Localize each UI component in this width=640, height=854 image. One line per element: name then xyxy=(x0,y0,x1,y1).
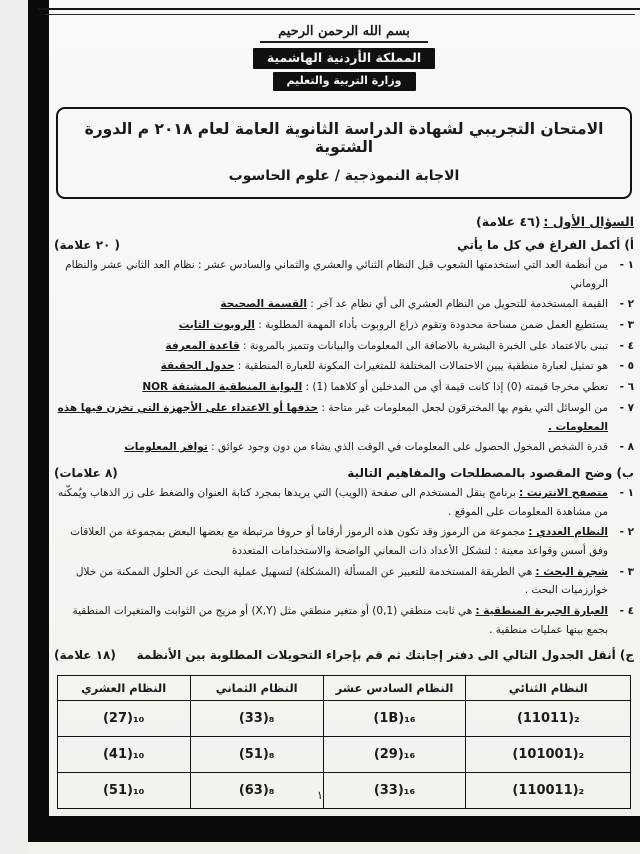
part-b-heading xyxy=(54,466,634,480)
page-frame-inner-line xyxy=(45,14,635,15)
item-number: ٢ - xyxy=(619,298,634,311)
item-number: ٦ - xyxy=(619,381,634,394)
fill-blank-item xyxy=(54,337,634,356)
part-b-items xyxy=(54,484,634,640)
table-header-row xyxy=(57,676,631,701)
definition-item xyxy=(54,484,634,521)
scan-margin-left xyxy=(0,0,28,854)
part-a-label: أ) أكمل الفراغ في كل ما يأتي xyxy=(457,238,634,252)
cell-decimal: (51)₁₀ xyxy=(57,773,190,809)
scan-edge-bottom xyxy=(28,816,640,842)
table-row xyxy=(57,737,631,773)
document-content xyxy=(54,16,634,809)
item-number: ٣ - xyxy=(619,319,634,332)
item-number: ٢ - xyxy=(619,526,634,539)
part-a-marks: ( ٢٠ علامة) xyxy=(54,238,121,252)
fill-blank-item xyxy=(54,438,634,457)
item-text xyxy=(54,484,608,521)
cell-decimal: (27)₁₀ xyxy=(57,701,190,737)
part-a-heading xyxy=(54,238,634,252)
part-b-label: ب) وضح المقصود بالمصطلحات والمفاهيم التالية xyxy=(347,465,634,480)
column-header-octal: النظام الثماني xyxy=(190,676,323,701)
definition-item xyxy=(54,523,634,560)
term: العبارة الجبرية المنطقية : xyxy=(475,605,608,617)
part-b-marks: (٨ علامات) xyxy=(54,465,118,480)
item-number: ٥ - xyxy=(619,360,634,373)
item-answer: البوابة المنطقية المشتقة NOR xyxy=(142,381,303,394)
cell-hexadecimal: (1B)₁₆ xyxy=(323,701,466,737)
item-body: تعطي مخرجا قيمته (0) إذا كانت قيمة أي من المدخلين أو كلاهما (1) : xyxy=(302,381,608,394)
fill-blank-item xyxy=(54,357,634,376)
item-answer: قاعدة المعرفة xyxy=(165,339,240,352)
fill-blank-item xyxy=(54,256,634,293)
cell-binary: (110011)₂ xyxy=(466,773,631,809)
cell-octal: (33)₈ xyxy=(190,701,323,737)
question-1-marks: (٤٦ علامة) xyxy=(476,214,541,229)
cell-binary: (11011)₂ xyxy=(466,701,631,737)
column-header-hexadecimal: النظام السادس عشر xyxy=(323,676,466,701)
item-number: ٧ - xyxy=(619,401,634,414)
item-body: من أنظمة العد التي استخدمتها الشعوب قبل النظام الثنائي والعشري والثماني والسادس عشر : نظام العد الثاني عشر والنظام الروماني xyxy=(65,259,608,290)
part-a-items xyxy=(54,256,634,457)
definition-item xyxy=(54,602,634,639)
exam-subtitle: الاجابة النموذجية / علوم الحاسوب xyxy=(228,168,460,184)
definition: هي الطريقة المستخدمة للتعبير عن المسألة (المشكلة) لتسهيل عملية البحث عن الحلول الممكنة من خلال خوارزميات البحث . xyxy=(75,565,608,597)
part-c-label: ج) أنقل الجدول التالي الى دفتر إجابتك ثم قم بإجراء التحويلات المطلوبة بين الأنظمة xyxy=(136,648,634,663)
question-1-title: السؤال الأول : xyxy=(543,214,634,229)
item-answer: الروبوت الثابت xyxy=(178,319,255,332)
item-text xyxy=(54,399,608,436)
item-text xyxy=(54,295,608,314)
item-text xyxy=(54,316,608,335)
column-header-decimal: النظام العشري xyxy=(57,676,190,701)
definition: مجموعة من الرموز وقد تكون هذه الرموز أرقاما أو حروفا مرتبطة مع بعضها البعض بمجموعة من العلاقات وفق أسس وقواعد معينة : لتشكل الأعداد ذات المعاني الواضحة والاستخدامات المتعددة xyxy=(70,526,608,557)
table-row xyxy=(57,701,631,737)
item-answer: حذفها أو الاعتداء على الأجهزة التي تخزن فيها هذه المعلومات . xyxy=(57,401,608,433)
exam-title-box xyxy=(56,107,632,199)
item-answer: جدول الحقيقة xyxy=(160,360,235,373)
fill-blank-item xyxy=(54,378,634,397)
column-header-binary: النظام الثنائي xyxy=(466,676,631,701)
item-number: ٤ - xyxy=(619,339,634,352)
cell-hexadecimal: (33)₁₆ xyxy=(323,773,466,809)
item-text xyxy=(54,256,608,293)
item-number: ٤ - xyxy=(619,605,634,617)
part-c-marks: (١٨ علامة) xyxy=(54,648,116,663)
term: شجرة البحث : xyxy=(535,565,608,578)
cell-decimal: (41)₁₀ xyxy=(57,737,190,773)
fill-blank-item xyxy=(54,295,634,314)
item-text xyxy=(54,357,608,376)
item-text xyxy=(54,378,608,397)
ministry-banner: وزارة التربية والتعليم xyxy=(273,72,416,91)
item-text xyxy=(54,523,608,560)
cell-hexadecimal: (29)₁₆ xyxy=(323,737,466,773)
definition: برنامج ينقل المستخدم الى صفحة (الويب) التي يريدها بمجرد كتابة العنوان والضغط على زر الذهاب ويُمكّنه من مشاهدة المعلومات على الموقع . xyxy=(57,486,608,518)
item-text xyxy=(54,337,608,356)
item-body: من الوسائل التي يقوم بها المخترقون لجعل المعلومات غير متاحة : xyxy=(318,401,608,414)
item-number: ١ - xyxy=(619,259,634,271)
page-number: ١ xyxy=(316,788,324,802)
cell-octal: (51)₈ xyxy=(190,737,323,773)
item-number: ١ - xyxy=(619,486,634,499)
item-number: ٨ - xyxy=(619,441,634,454)
item-body: تبنى بالاعتماد على الخبرة البشرية بالاضافة الى المعلومات والبيانات وتتميز بالمرونة : xyxy=(239,339,608,352)
item-body: يستطيع العمل ضمن مساحة محدودة وتقوم ذراع الروبوت بأداء المهمة المطلوبة : xyxy=(254,319,608,332)
cell-binary: (101001)₂ xyxy=(466,737,631,773)
fill-blank-item xyxy=(54,399,634,436)
item-text xyxy=(54,438,608,457)
part-c-heading xyxy=(54,648,634,662)
scan-edge-left xyxy=(28,0,49,842)
item-answer: القسمة الصحيحة xyxy=(220,298,307,311)
term: النظام العددي : xyxy=(528,526,608,539)
term: متصفح الانترنت : xyxy=(518,486,608,499)
item-body: هو تمثيل لعبارة منطقية يبين الاحتمالات المختلفة للمتغيرات المكونة للعبارة المنطقية : xyxy=(234,360,608,373)
kingdom-banner: المملكة الأردنية الهاشمية xyxy=(253,48,435,69)
definition: هي ثابت منطقي (0,1) أو متغير منطقي مثل (X,Y) أو مزيج من الثوابت والمتغيرات المنطقية بجمع بينها عمليات منطقية . xyxy=(72,605,608,636)
item-text xyxy=(54,602,608,639)
item-number: ٣ - xyxy=(619,565,634,578)
definition-item xyxy=(54,563,634,600)
item-text xyxy=(54,563,608,600)
cell-octal: (63)₈ xyxy=(190,773,323,809)
bismillah-calligraphy: بسم الله الرحمن الرحيم xyxy=(260,24,428,43)
page-frame-outer-line xyxy=(38,8,640,10)
item-answer: توافر المعلومات xyxy=(124,441,208,454)
fill-blank-item xyxy=(54,316,634,335)
question-1-heading xyxy=(54,214,634,229)
exam-title: الامتحان التجريبي لشهادة الدراسة الثانوية العامة لعام ٢٠١٨ م الدورة الشتوية xyxy=(84,120,604,156)
item-body: قدرة الشخص المخول الحصول على المعلومات في الوقت الذي يشاء من دون وجود عوائق : xyxy=(207,441,608,454)
item-body: القيمة المستخدمة للتحويل من النظام العشري الى أي نظام عد آخر : xyxy=(306,298,608,311)
